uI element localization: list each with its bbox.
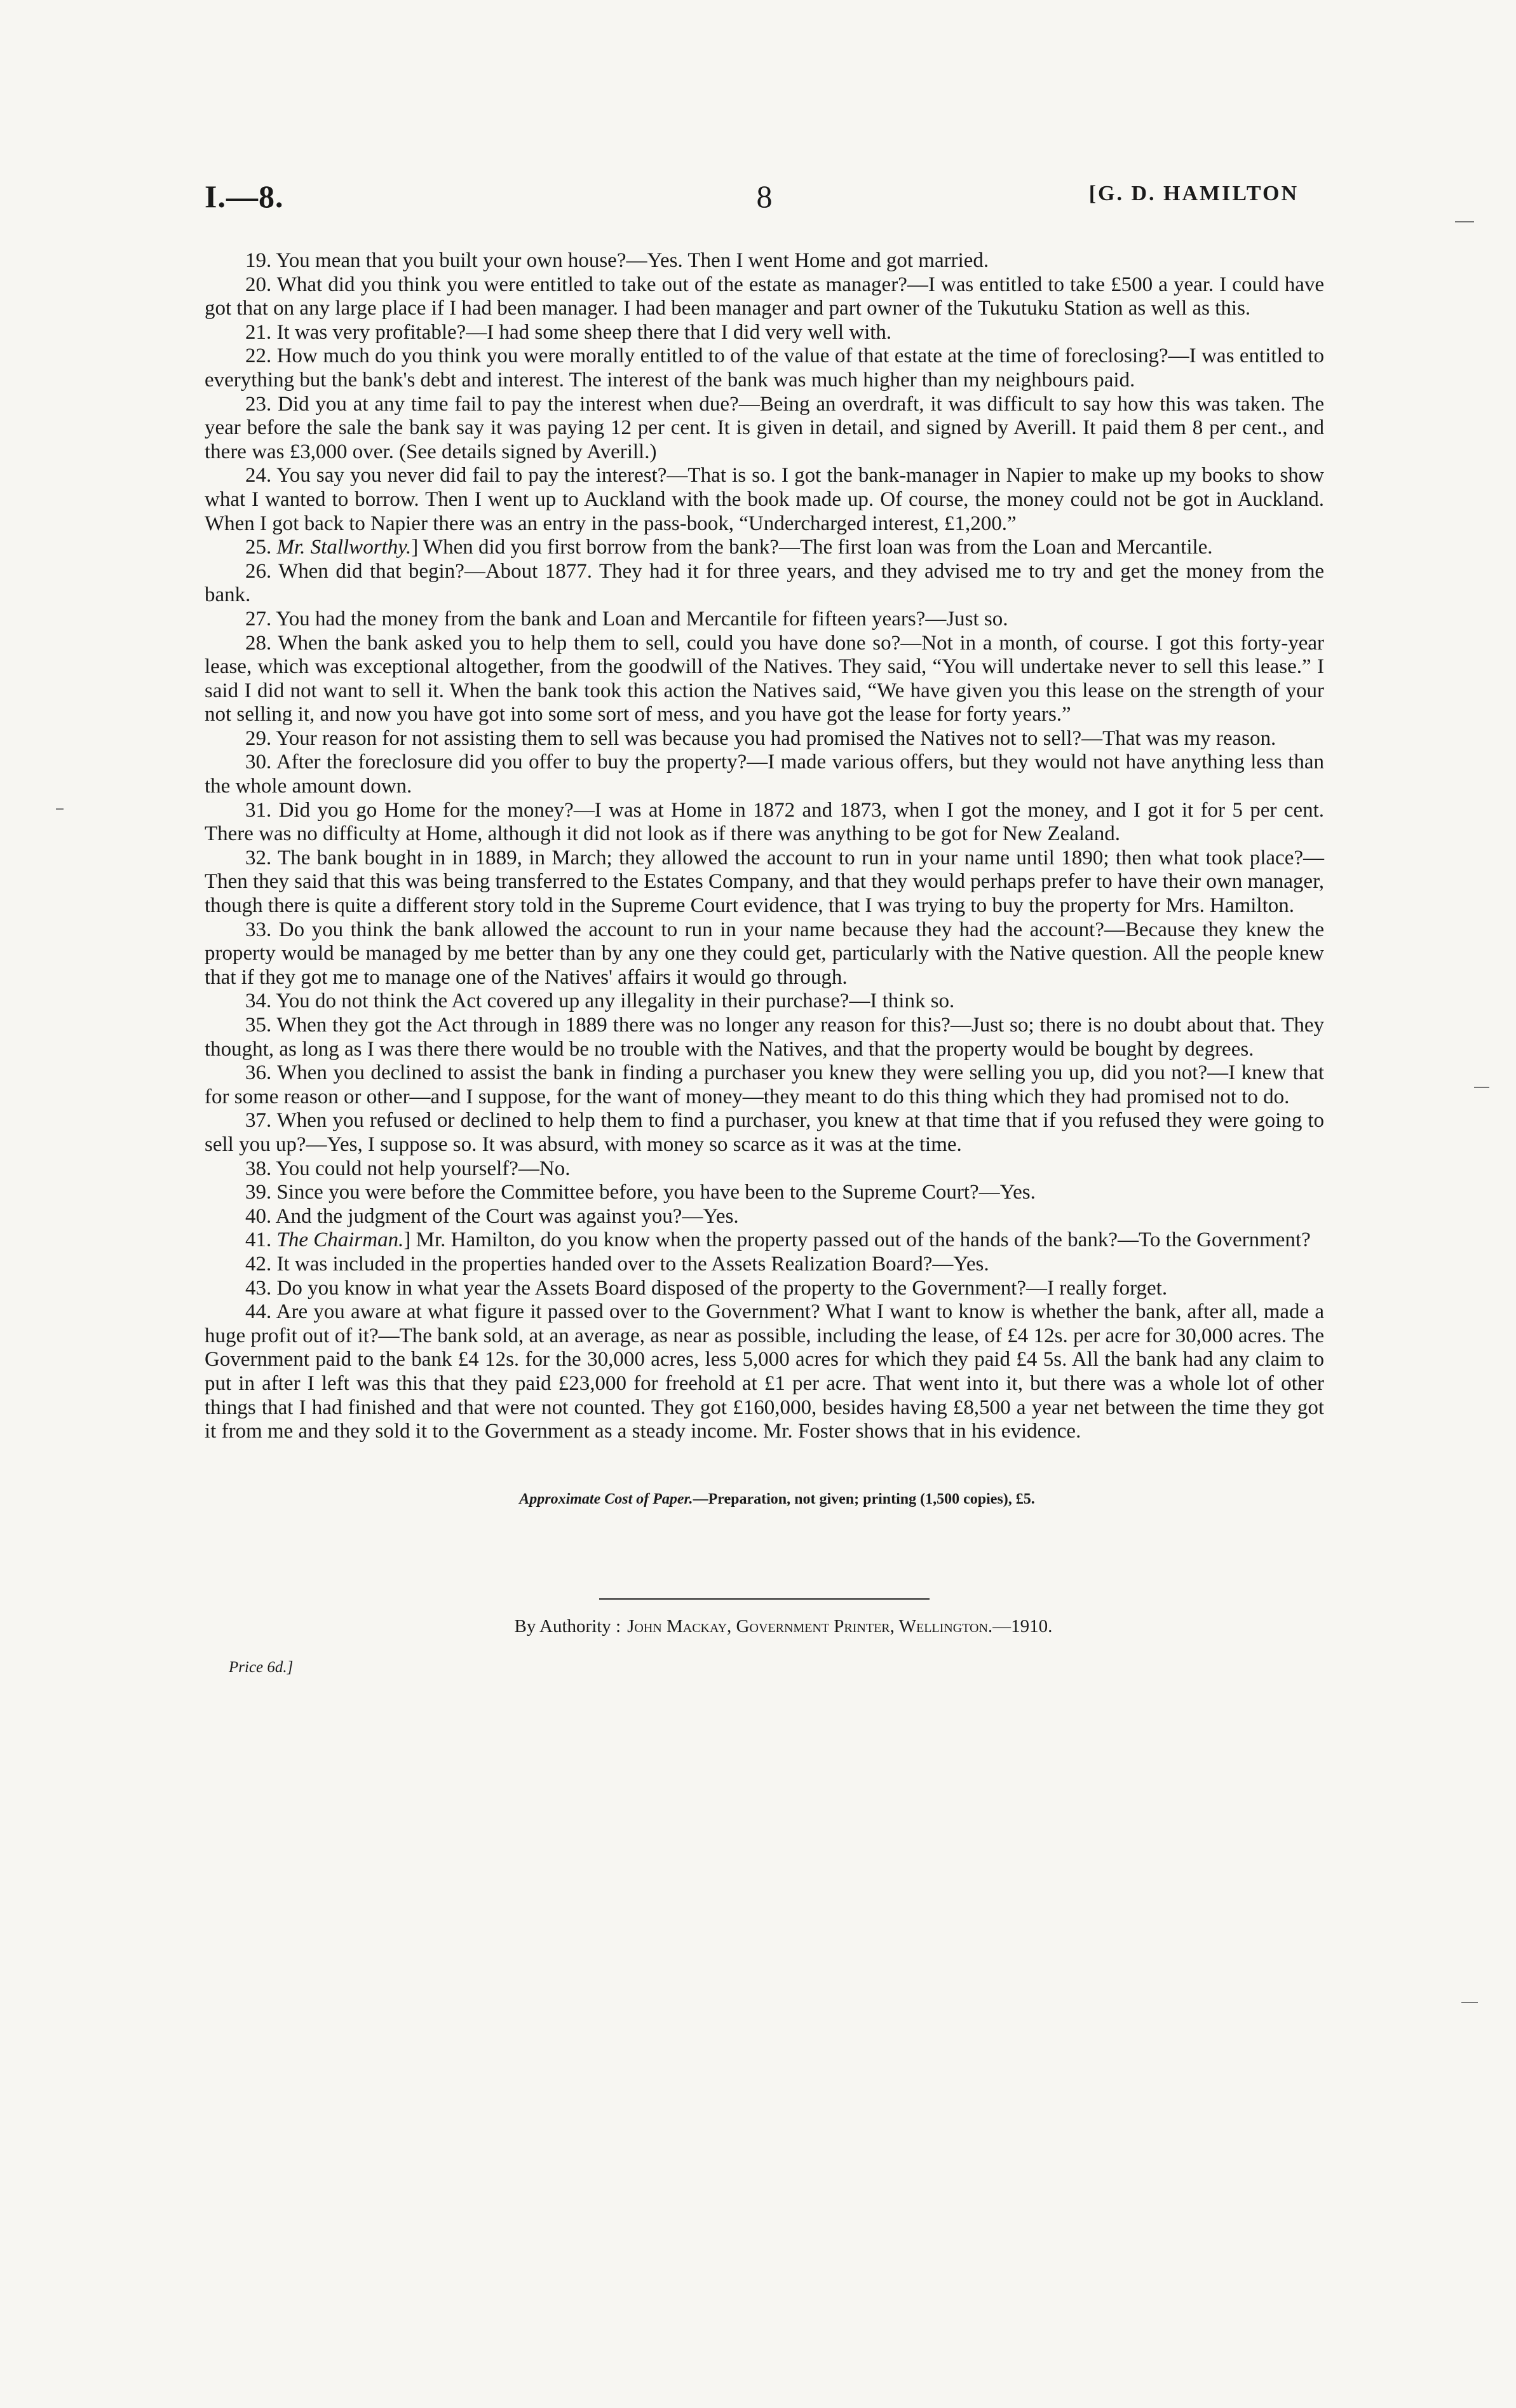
question-paragraph: 27. You had the money from the bank and Loan and Mercantile for fifteen years?—Just so. bbox=[245, 607, 1008, 630]
paper-reference: I.—8. bbox=[205, 179, 284, 214]
margin-mark bbox=[56, 808, 64, 810]
question-number: 41. bbox=[245, 1228, 277, 1252]
question-paragraph: 38. You could not help yourself?—No. bbox=[245, 1157, 571, 1180]
margin-mark bbox=[1461, 2002, 1478, 2003]
question-paragraph: 30. After the foreclosure did you offer to buy the property?—I made various offers, but they would not have anything less than the whole amount down. bbox=[205, 751, 1324, 798]
question-paragraph: 28. When the bank asked you to help them to sell, could you have done so?—Not in a month, of course. I got this forty-year lease, which was exceptional altogether, from the goodwill of the Natives. They said, “You will undertake never to sell this lease.” I said I did not want to sell it. When the bank took this action the Natives said, “We have given you this lease on the strength of your not selling it, and now you have got into some sort of mess, and you have got the lease for forty years.” bbox=[205, 631, 1324, 726]
cost-of-paper-note bbox=[205, 1491, 1324, 1508]
question-paragraph: 42. It was included in the properties handed over to the Assets Realization Board?—Yes. bbox=[245, 1252, 989, 1275]
question-paragraph: 26. When did that begin?—About 1877. They had it for three years, and they advised me to try and get the money from the bank. bbox=[205, 559, 1324, 607]
question-paragraph bbox=[205, 536, 1324, 560]
footer-rule bbox=[599, 1598, 930, 1600]
speaker-name: The Chairman. bbox=[276, 1228, 404, 1252]
printer-authority bbox=[205, 1616, 1324, 1637]
question-paragraph: 40. And the judgment of the Court was against you?—Yes. bbox=[245, 1204, 739, 1228]
question-paragraph: 21. It was very profitable?—I had some sheep there that I did very well with. bbox=[245, 320, 892, 344]
question-paragraph: 20. What did you think you were entitled to take out of the estate as manager?—I was entitled to take £500 a year. I could have got that on any large place if I had been manager. I had been manager and part owner of the Tukutuku Station as well as this. bbox=[205, 273, 1324, 320]
question-paragraph: 34. You do not think the Act covered up any illegality in their purchase?—I think so. bbox=[245, 990, 955, 1013]
printer-name: John Mackay, Government Printer, Wellington.—1910. bbox=[627, 1616, 1053, 1636]
margin-mark bbox=[1474, 1087, 1489, 1088]
question-paragraph: 19. You mean that you built your own house?—Yes. Then I went Home and got married. bbox=[245, 249, 989, 272]
page-header bbox=[205, 178, 1324, 229]
question-paragraph: 33. Do you think the bank allowed the account to run in your name because they had the account?—Because they knew the property would be managed by me better than by any one they could get, particularly with the Native question. All the people knew that if they got me to manage one of the Natives' affairs it would go through. bbox=[205, 918, 1324, 989]
question-paragraph: 32. The bank bought in in 1889, in March; they allowed the account to run in your name until 1890; then what took place?—Then they said that this was being transferred to the Estates Company, and that they would perhaps prefer to have their own manager, though there is quite a different story told in the Supreme Court evidence, that I was trying to buy the property for Mrs. Hamilton. bbox=[205, 846, 1324, 918]
speaker-name: Mr. Stallworthy. bbox=[276, 536, 412, 559]
question-paragraph: 35. When they got the Act through in 1889 there was no longer any reason for this?—Just so; there is no doubt about that. They thought, as long as I was there there would be no trouble with the Natives, and that the property would be bought by degrees. bbox=[205, 1014, 1324, 1061]
paragraph-text: ] When did you first borrow from the bank?—The first loan was from the Loan and Mercantile. bbox=[411, 536, 1213, 559]
question-paragraph: 29. Your reason for not assisting them to sell was because you had promised the Natives not to sell?—That was my reason. bbox=[245, 726, 1276, 750]
question-paragraph: 37. When you refused or declined to help them to find a purchaser, you knew at that time that if you refused they were going to sell you up?—Yes, I suppose so. It was absurd, with money so scarce as it was at the time. bbox=[205, 1109, 1324, 1156]
question-paragraph bbox=[205, 1228, 1324, 1253]
question-paragraph: 22. How much do you think you were morally entitled to of the value of that estate at the time of foreclosing?—I was entitled to everything but the bank's debt and interest. The interest of the bank was much higher than my neighbours paid. bbox=[205, 344, 1324, 391]
question-number: 25. bbox=[245, 536, 277, 559]
question-paragraph: 43. Do you know in what year the Assets Board disposed of the property to the Government?—I really forget. bbox=[245, 1276, 1168, 1300]
question-paragraph: 31. Did you go Home for the money?—I was at Home in 1872 and 1873, when I got the money, and I got it for 5 per cent. There was no difficulty at Home, although it did not look as if there was anything to be got for New Zealand. bbox=[205, 798, 1324, 846]
price-note: Price 6d.] bbox=[229, 1658, 294, 1676]
authority-label: By Authority : bbox=[514, 1616, 621, 1636]
evidence-text bbox=[205, 249, 1324, 1444]
question-paragraph: 24. You say you never did fail to pay the interest?—That is so. I got the bank-manager in Napier to make up my books to show what I wanted to borrow. Then I went up to Auckland with the book made up. Of course, the money could not be got in Auckland. When I got back to Napier there was an entry in the pass-book, “Undercharged interest, £1,200.” bbox=[205, 464, 1324, 535]
question-paragraph: 23. Did you at any time fail to pay the interest when due?—Being an overdraft, it was difficult to say how this was taken. The year before the sale the bank say it was paying 12 per cent. It is given in detail, and signed by Averill. It paid them 8 per cent., and there was £3,000 over. (See details signed by Averill.) bbox=[205, 392, 1324, 463]
witness-name: [G. D. HAMILTON bbox=[1088, 182, 1299, 205]
paragraph-text: ] Mr. Hamilton, do you know when the property passed out of the hands of the bank?—To the Government? bbox=[403, 1228, 1311, 1252]
question-paragraph: 44. Are you aware at what figure it passed over to the Government? What I want to know is whether the bank, after all, made a huge profit out of it?—The bank sold, at an average, as near as possible, including the lease, of £4 12s. per acre for 30,000 acres. The Government paid to the bank £4 12s. for the 30,000 acres, less 5,000 acres for which they paid £4 5s. All the bank had any claim to put in after I left was this that they paid £23,000 for freehold at £1 per acre. That went into it, but there was a whole lot of other things that I had finished and that were not counted. They got £160,000, besides having £8,500 a year net between the time they got it from me and they sold it to the Government as a steady income. Mr. Foster shows that in his evidence. bbox=[205, 1300, 1324, 1443]
question-paragraph: 39. Since you were before the Committee before, you have been to the Supreme Court?—Yes. bbox=[245, 1181, 1036, 1204]
cost-value: —Preparation, not given; printing (1,500 copies), £5. bbox=[693, 1490, 1035, 1507]
page-number: 8 bbox=[756, 179, 773, 214]
document-page bbox=[205, 178, 1324, 1677]
margin-mark bbox=[1455, 221, 1474, 222]
question-paragraph: 36. When you declined to assist the bank in finding a purchaser you knew they were selling you up, did you not?—I knew that for some reason or other—and I suppose, for the want of money—they meant to do this thing which they had promised not to do. bbox=[205, 1061, 1324, 1108]
cost-label: Approximate Cost of Paper. bbox=[519, 1490, 693, 1507]
